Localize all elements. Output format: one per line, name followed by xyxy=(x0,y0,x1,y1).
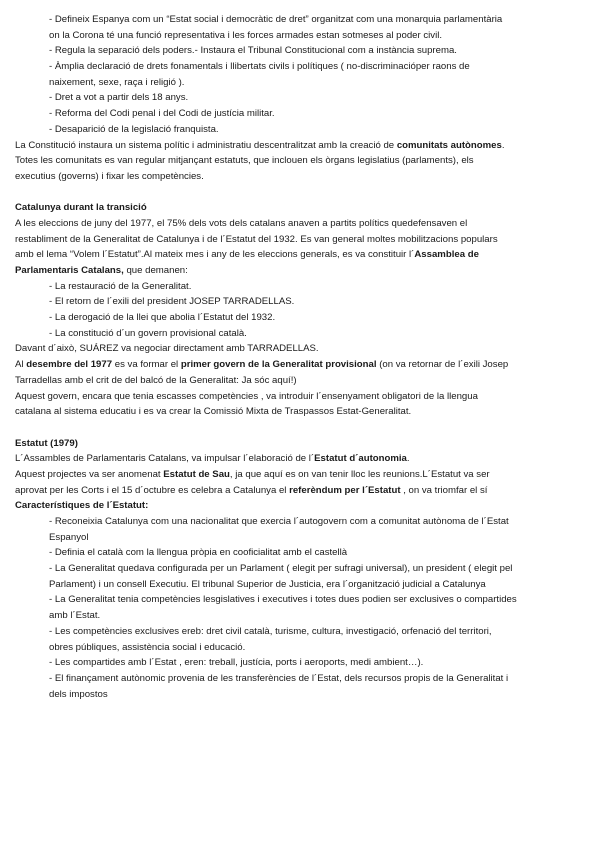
list-item: - Desaparició de la legislació franquista. xyxy=(49,123,219,135)
list-item: - Dret a vot a partir dels 18 anys. xyxy=(49,92,189,104)
text-span: . xyxy=(501,139,505,151)
list-item: - La Generalitat tenia competències lesgislatives i executives i totes dues podien ser exclusives o compartides xyxy=(49,594,517,606)
text-span: , ja que aquí es on van tenir lloc les reunions.L´Estatut va ser xyxy=(229,468,490,480)
text-span: Aquest projectes va ser anomenat xyxy=(15,468,164,480)
text-span: L´Assambles de Parlamentaris Catalans, va impulsar l´elaboració de l´ xyxy=(15,453,315,465)
paragraph-line: catalana al sistema educatiu i es va crear la Comissió Mixta de Traspassos Estat-Generalitat. xyxy=(15,406,412,418)
bold-term: referèndum per l´Estatut xyxy=(289,484,401,496)
paragraph-line xyxy=(15,451,587,467)
list-item: - La restauració de la Generalitat. xyxy=(49,280,192,292)
text-span: aprovat per les Corts i el 15 d´octubre es celebra a Catalunya el xyxy=(15,484,290,496)
paragraph-line: executius (governs) i fixar les competències. xyxy=(15,170,204,182)
paragraph-line xyxy=(15,467,587,483)
text-span: que demanen: xyxy=(123,265,188,276)
section-title-text: Catalunya durant la transició xyxy=(15,202,147,214)
list-item: naixement, sexe, raça i religió ). xyxy=(49,76,185,88)
text-span: Al xyxy=(15,359,27,371)
list-item: - Reforma del Codi penal i del Codi de justícia militar. xyxy=(49,108,275,120)
paragraph-line xyxy=(15,247,587,263)
list-item: obres públiques, assistència social i educació. xyxy=(49,641,246,653)
paragraph-line xyxy=(15,357,587,373)
bold-term: Assamblea de xyxy=(414,249,479,261)
section-title xyxy=(15,436,587,452)
list-item: - La derogació de la llei que abolia l´Estatut del 1932. xyxy=(49,312,276,324)
paragraph-line xyxy=(15,483,587,499)
subsection-title xyxy=(15,498,587,514)
list-item: - Definia el català com la llengua pròpia en cooficialitat amb el castellà xyxy=(49,547,348,559)
list-item: - Reconeixia Catalunya com una nacionalitat que exercia l´autogovern com a comunitat autònoma de l´Estat xyxy=(49,516,509,527)
text-span: (on va retornar de l´exili Josep xyxy=(376,359,509,371)
bold-term: desembre del 1977 xyxy=(26,359,113,371)
list-item: - Les compartides amb l´Estat , eren: treball, justícia, ports i aeroports, medi ambient…). xyxy=(49,657,424,669)
paragraph-line: Totes les comunitats es van regular mitjançant estatuts, que inclouen els òrgans legislatius (parlaments), els xyxy=(15,155,474,167)
section-title xyxy=(15,200,587,216)
list-item: - Regula la separació dels poders.- Instaura el Tribunal Constitucional com a instància suprema. xyxy=(49,45,457,57)
list-item: - El finançament autònomic provenia de les transferències de l´Estat, dels recursos propis de la Generalitat i xyxy=(49,672,509,684)
paragraph-line: A les eleccions de juny del 1977, el 75% dels vots dels catalans anaven a partits polítics quedefensaven el xyxy=(15,217,468,229)
bold-term: Estatut de Sau xyxy=(163,468,230,480)
list-item: Parlament) i un consell Executiu. El tribunal Superior de Justicia, era l´organització judicial a Catalunya xyxy=(49,578,486,590)
paragraph-line: restabliment de la Generalitat de Catalunya i de l´Estatut del 1932. Es van general moltes mobilitzacions populars xyxy=(15,233,498,245)
text-span: , on va triomfar el sí xyxy=(400,484,488,496)
paragraph-line: Davant d´això, SUÁREZ va negociar directament amb TARRADELLAS. xyxy=(15,343,319,355)
paragraph-line xyxy=(15,138,587,154)
text-span: La Constitució instaura un sistema polític i administratiu descentralitzat amb la creació de xyxy=(15,139,397,151)
list-item: - Defineix Espanya com un “Estat social i democràtic de dret” organitzat com una monarquia parlamentària xyxy=(49,14,503,25)
list-item: - El retorn de l´exili del president JOSEP TARRADELLAS. xyxy=(49,296,295,308)
paragraph-line: Tarradellas amb el crit de del balcó de la Generalitat: Ja sóc aquí!) xyxy=(15,374,297,386)
list-item: - Les competències exclusives ereb: dret civil català, turisme, cultura, investigació, orfenació del territori, xyxy=(49,625,492,637)
list-item: on la Corona té una funció representativa i les forces armades estan sotmeses al poder civil. xyxy=(49,29,443,41)
bold-term: primer govern de la Generalitat provisional xyxy=(180,359,377,371)
list-item: - La constitució d´un govern provisional català. xyxy=(49,327,247,339)
list-item: dels impostos xyxy=(49,688,108,700)
text-span: es va formar el xyxy=(112,359,181,371)
list-item: amb l´Estat. xyxy=(49,610,101,622)
list-item: Espanyol xyxy=(49,531,89,543)
section-title-text: Estatut (1979) xyxy=(15,437,78,449)
bold-term: Parlamentaris Catalans, xyxy=(15,265,124,276)
bold-term: Estatut d´autonomia xyxy=(314,453,407,465)
paragraph-line xyxy=(15,263,587,279)
list-item: - Àmplia declaració de drets fonamentals i llibertats civils i polítiques ( no-discriminacióper raons de xyxy=(49,61,470,73)
paragraph-line: Aquest govern, encara que tenia escasses competències , va introduir l´ensenyament obligatori de la llengua xyxy=(15,390,478,402)
bold-term: comunitats autònomes xyxy=(396,139,502,151)
list-item: - La Generalitat quedava configurada per un Parlament ( elegit per sufragi universal), un president ( elegit pel xyxy=(49,563,513,575)
document-body xyxy=(15,12,587,702)
text-span: amb el lema “Volem l´Estatut”.Al mateix mes i any de les eleccions generals, es va constituir l´ xyxy=(15,249,415,261)
subsection-title-text: Característiques de l´Estatut: xyxy=(15,500,149,512)
text-span: . xyxy=(406,453,410,465)
